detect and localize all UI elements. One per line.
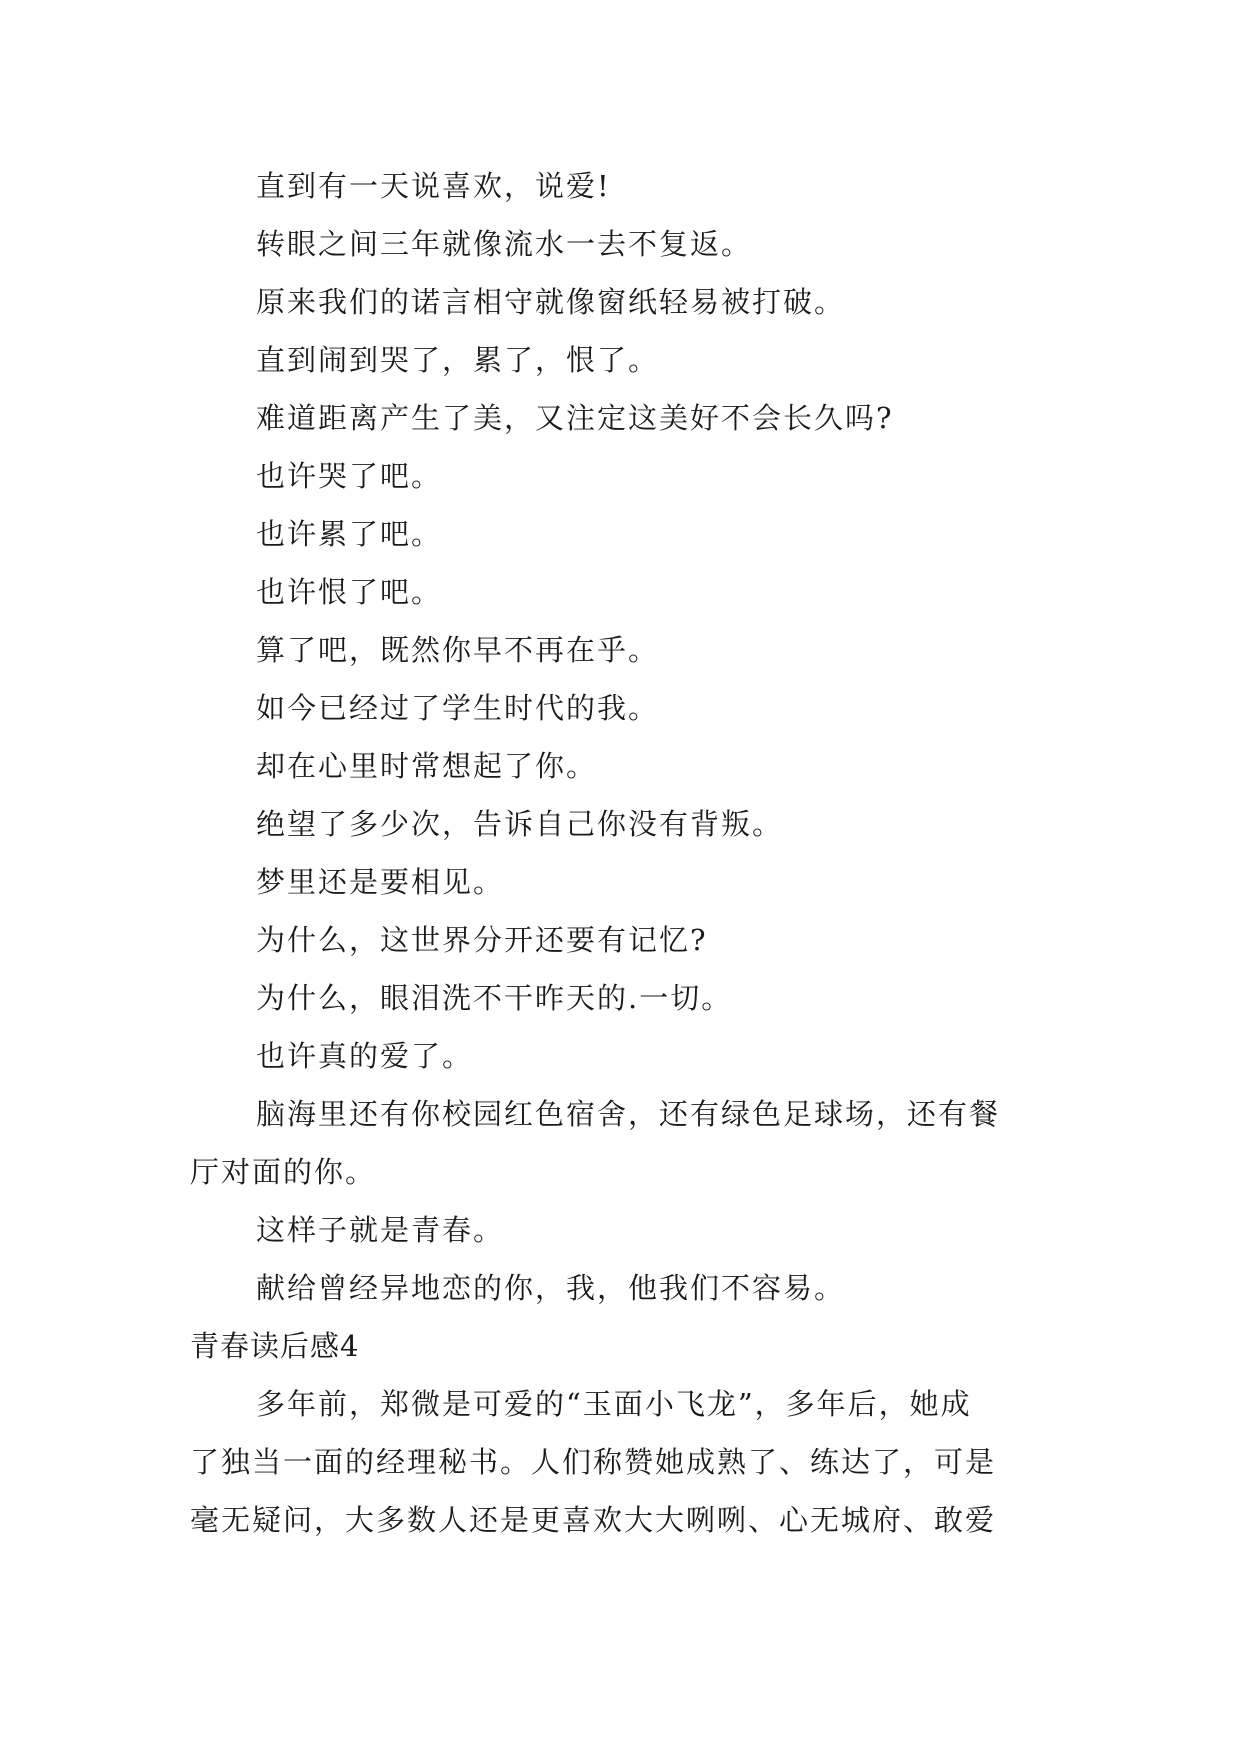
text-line: 梦里还是要相见。 <box>256 865 505 899</box>
paragraph-line: 厅对面的你。 <box>190 1155 377 1189</box>
section-heading: 青春读后感4 <box>190 1329 360 1363</box>
text-line: 也许恨了吧。 <box>256 575 443 609</box>
paragraph-line: 毫无疑问，大多数人还是更喜欢大大咧咧、心无城府、敢爱 <box>190 1503 997 1537</box>
text-line: 难道距离产生了美，又注定这美好不会长久吗? <box>256 401 894 435</box>
paragraph-line: 脑海里还有你校园红色宿舍，还有绿色足球场，还有餐 <box>256 1097 1001 1131</box>
text-line: 献给曾经异地恋的你，我，他我们不容易。 <box>256 1271 846 1305</box>
paragraph-line: 了独当一面的经理秘书。人们称赞她成熟了、练达了，可是 <box>190 1445 997 1479</box>
document-body <box>190 157 1055 1549</box>
text-line: 为什么，这世界分开还要有记忆? <box>256 923 708 957</box>
paragraph-campus <box>190 1085 1055 1201</box>
text-line: 直到闹到哭了，累了，恨了。 <box>256 343 660 377</box>
text-line: 直到有一天说喜欢，说爱! <box>256 169 611 203</box>
text-line: 这样子就是青春。 <box>256 1213 505 1247</box>
text-line: 算了吧，既然你早不再在乎。 <box>256 633 660 667</box>
paragraph-line: 多年前，郑微是可爱的“玉面小飞龙”，多年后，她成 <box>256 1387 972 1421</box>
text-line: 转眼之间三年就像流水一去不复返。 <box>256 227 753 261</box>
text-line: 绝望了多少次，告诉自己你没有背叛。 <box>256 807 784 841</box>
text-line: 原来我们的诺言相守就像窗纸轻易被打破。 <box>256 285 846 319</box>
text-line: 如今已经过了学生时代的我。 <box>256 691 660 725</box>
text-line: 也许真的爱了。 <box>256 1039 474 1073</box>
paragraph-zhengwei <box>190 1375 1055 1549</box>
text-line: 也许哭了吧。 <box>256 459 443 493</box>
text-line: 却在心里时常想起了你。 <box>256 749 598 783</box>
text-line: 为什么，眼泪洗不干昨天的.一切。 <box>256 981 733 1015</box>
text-line: 也许累了吧。 <box>256 517 443 551</box>
